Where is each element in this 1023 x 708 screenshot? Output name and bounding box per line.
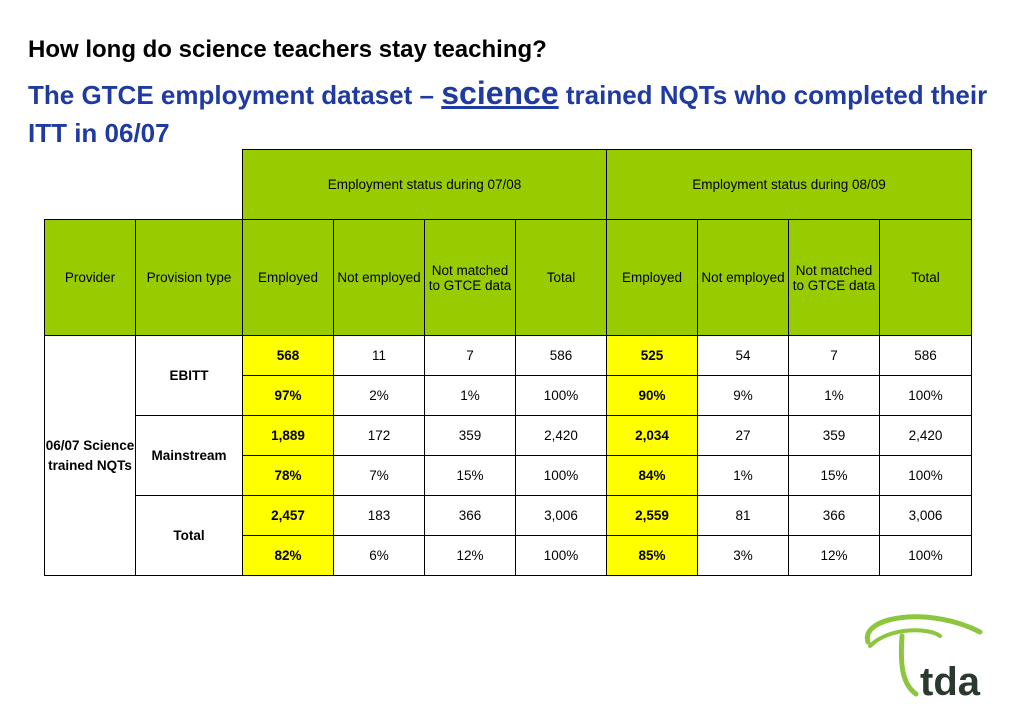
- subtitle-highlight: science: [441, 75, 559, 111]
- table-cell: 7%: [334, 456, 425, 496]
- table-cell: 3,006: [516, 496, 607, 536]
- table-cell: 81: [698, 496, 789, 536]
- table-cell: 2,420: [880, 416, 972, 456]
- table-cell: 2,034: [607, 416, 698, 456]
- table-cell: 100%: [516, 376, 607, 416]
- group-header-row: [45, 150, 972, 220]
- table-cell: 100%: [880, 456, 972, 496]
- tda-logo: [860, 612, 1000, 702]
- table-cell: 568: [243, 336, 334, 376]
- table-cell: 525: [607, 336, 698, 376]
- table-cell: 54: [698, 336, 789, 376]
- tda-swirl-icon: [860, 612, 1000, 702]
- table-cell: 100%: [880, 376, 972, 416]
- provision-type-total: Total: [136, 496, 243, 576]
- col-header-employed-0809: Employed: [607, 220, 698, 336]
- table-cell: 2,559: [607, 496, 698, 536]
- col-header-not-matched-0809: Not matched to GTCE data: [789, 220, 880, 336]
- group-header-0809: Employment status during 08/09: [607, 150, 972, 220]
- table-row: [45, 496, 972, 536]
- table-cell: 1%: [698, 456, 789, 496]
- table-cell: 359: [425, 416, 516, 456]
- col-header-employed-0708: Employed: [243, 220, 334, 336]
- group-header-0708: Employment status during 07/08: [243, 150, 607, 220]
- table-cell: 100%: [880, 536, 972, 576]
- table-cell: 100%: [516, 456, 607, 496]
- column-header-row: [45, 220, 972, 336]
- table-cell: 100%: [516, 536, 607, 576]
- table-cell: 11: [334, 336, 425, 376]
- col-header-total-0708: Total: [516, 220, 607, 336]
- col-header-not-employed-0809: Not employed: [698, 220, 789, 336]
- provider-cell: 06/07 Science trained NQTs: [45, 336, 136, 576]
- table-cell: 2,420: [516, 416, 607, 456]
- table-cell: 27: [698, 416, 789, 456]
- table-row: [45, 416, 972, 456]
- blank-corner: [45, 150, 243, 220]
- table-cell: 1%: [789, 376, 880, 416]
- table-row: [45, 336, 972, 376]
- table-cell: 586: [880, 336, 972, 376]
- col-header-total-0809: Total: [880, 220, 972, 336]
- table-cell: 9%: [698, 376, 789, 416]
- table-cell: 7: [789, 336, 880, 376]
- table-cell: 3%: [698, 536, 789, 576]
- col-header-not-matched-0708: Not matched to GTCE data: [425, 220, 516, 336]
- table-cell: 1%: [425, 376, 516, 416]
- col-header-provision-type: Provision type: [136, 220, 243, 336]
- table-cell: 12%: [789, 536, 880, 576]
- table-cell: 586: [516, 336, 607, 376]
- col-header-not-employed-0708: Not employed: [334, 220, 425, 336]
- table-cell: 1,889: [243, 416, 334, 456]
- employment-table: [44, 149, 972, 576]
- table-cell: 82%: [243, 536, 334, 576]
- provision-type-ebitt: EBITT: [136, 336, 243, 416]
- table-cell: 15%: [789, 456, 880, 496]
- table-cell: 78%: [243, 456, 334, 496]
- table-cell: 172: [334, 416, 425, 456]
- provision-type-mainstream: Mainstream: [136, 416, 243, 496]
- logo-text: tda: [920, 660, 980, 702]
- table-cell: 85%: [607, 536, 698, 576]
- table-cell: 15%: [425, 456, 516, 496]
- subtitle-suffix: trained NQTs who completed their ITT in 06/07: [28, 80, 988, 148]
- page-title: How long do science teachers stay teaching?: [28, 36, 547, 63]
- col-header-provider: Provider: [45, 220, 136, 336]
- table-cell: 6%: [334, 536, 425, 576]
- table-cell: 84%: [607, 456, 698, 496]
- subtitle-prefix: The GTCE employment dataset –: [28, 80, 442, 110]
- table-cell: 183: [334, 496, 425, 536]
- table-cell: 2%: [334, 376, 425, 416]
- table-cell: 7: [425, 336, 516, 376]
- table-cell: 366: [789, 496, 880, 536]
- table-cell: 12%: [425, 536, 516, 576]
- table-cell: 3,006: [880, 496, 972, 536]
- table-cell: 359: [789, 416, 880, 456]
- table-cell: 90%: [607, 376, 698, 416]
- table-cell: 2,457: [243, 496, 334, 536]
- table-cell: 97%: [243, 376, 334, 416]
- table-cell: 366: [425, 496, 516, 536]
- page-subtitle: [28, 74, 988, 152]
